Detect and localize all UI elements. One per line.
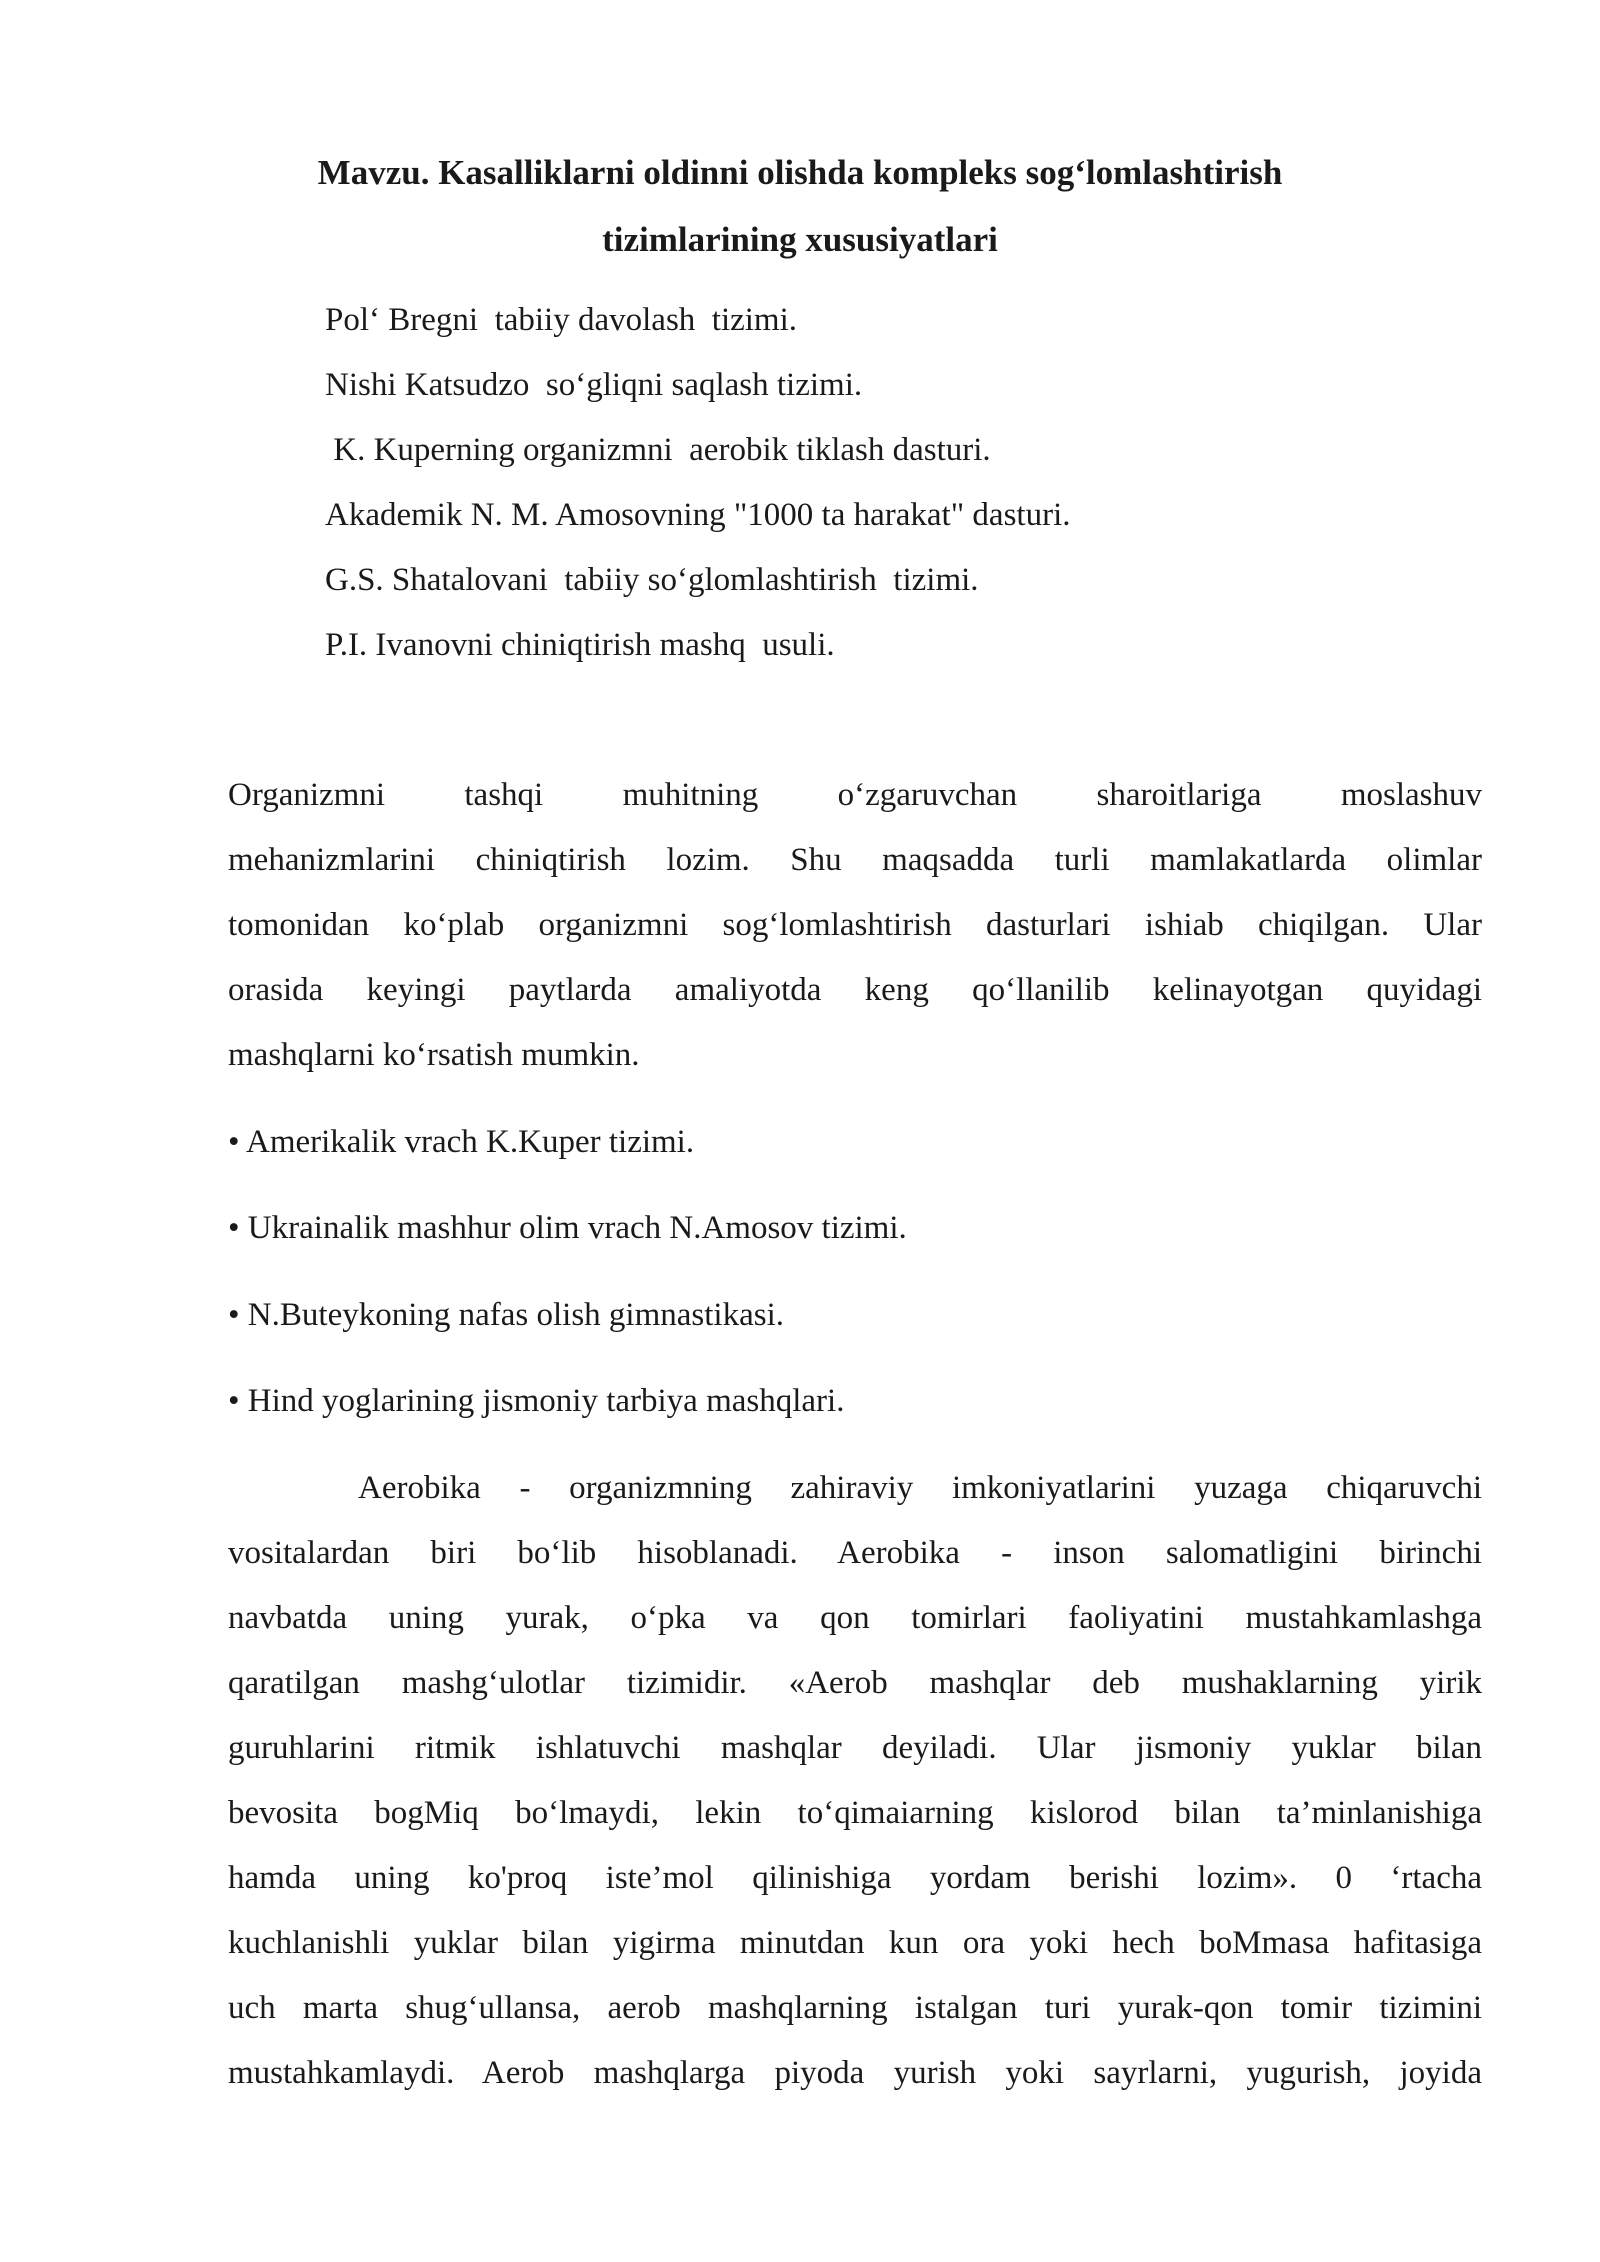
paragraph-line: uch marta shug‘ullansa, aerob mashqlarning istalgan turi yurak-qon tomir tizimini [228, 1990, 1482, 2026]
bullet-item: • Ukrainalik mashhur olim vrach N.Amosov tizimi. [228, 1210, 907, 1246]
bullet-item: • N.Buteykoning nafas olish gimnastikasi. [228, 1297, 785, 1333]
topic-item: P.I. Ivanovni chiniqtirish mashq usuli. [325, 627, 835, 663]
paragraph-line: mehanizmlarini chiniqtirish lozim. Shu maqsadda turli mamlakatlarda olimlar [228, 842, 1482, 878]
document-title-line-1: Mavzu. Kasalliklarni oldinni olishda kompleks sog‘lomlashtirish [317, 153, 1283, 192]
topic-item: K. Kuperning organizmni aerobik tiklash dasturi. [325, 432, 991, 468]
paragraph-line: hamda uning ko'proq iste’mol qilinishiga yordam berishi lozim». 0 ‘rtacha [228, 1860, 1482, 1896]
paragraph-line: Aerobika - organizmning zahiraviy imkoniyatlarini yuzaga chiqaruvchi [358, 1470, 1482, 1506]
paragraph-line: navbatda uning yurak, o‘pka va qon tomirlari faoliyatini mustahkamlashga [228, 1600, 1482, 1636]
topic-item: Akademik N. M. Amosovning "1000 ta harakat" dasturi. [325, 497, 1071, 533]
topic-list [325, 300, 1071, 690]
paragraph-line: qaratilgan mashg‘ulotlar tizimidir. «Aerob mashqlar deb mushaklarning yirik [228, 1665, 1482, 1701]
topic-item: G.S. Shatalovani tabiiy so‘glomlashtirish tizimi. [325, 562, 979, 598]
paragraph-line: mustahkamlaydi. Aerob mashqlarga piyoda yurish yoki sayrlarni, yugurish, joyida [228, 2055, 1482, 2091]
bullet-item: • Hind yoglarining jismoniy tarbiya mashqlari. [228, 1383, 845, 1419]
paragraph-line: mashqlarni ko‘rsatish mumkin. [228, 1037, 640, 1073]
document-title-line-2: tizimlarining xususiyatlari [602, 220, 998, 259]
bullet-item: • Amerikalik vrach K.Kuper tizimi. [228, 1124, 695, 1160]
paragraph-line: orasida keyingi paytlarda amaliyotda keng qo‘llanilib kelinayotgan quyidagi [228, 972, 1482, 1008]
paragraph-line: guruhlarini ritmik ishlatuvchi mashqlar deyiladi. Ular jismoniy yuklar bilan [228, 1730, 1482, 1766]
paragraph-line: vositalardan biri bo‘lib hisoblanadi. Aerobika - inson salomatligini birinchi [228, 1535, 1482, 1571]
paragraph-line: tomonidan ko‘plab organizmni sog‘lomlashtirish dasturlari ishiab chiqilgan. Ular [228, 907, 1482, 943]
paragraph-line: kuchlanishli yuklar bilan yigirma minutdan kun ora yoki hech boMmasa hafitasiga [228, 1925, 1482, 1961]
paragraph-line: Organizmni tashqi muhitning o‘zgaruvchan sharoitlariga moslashuv [228, 777, 1482, 813]
topic-item: Pol‘ Bregni tabiiy davolash tizimi. [325, 302, 798, 338]
topic-item: Nishi Katsudzo so‘gliqni saqlash tizimi. [325, 367, 863, 403]
paragraph-line: bevosita bogMiq bo‘lmaydi, lekin to‘qimaiarning kislorod bilan ta’minlanishiga [228, 1795, 1482, 1831]
